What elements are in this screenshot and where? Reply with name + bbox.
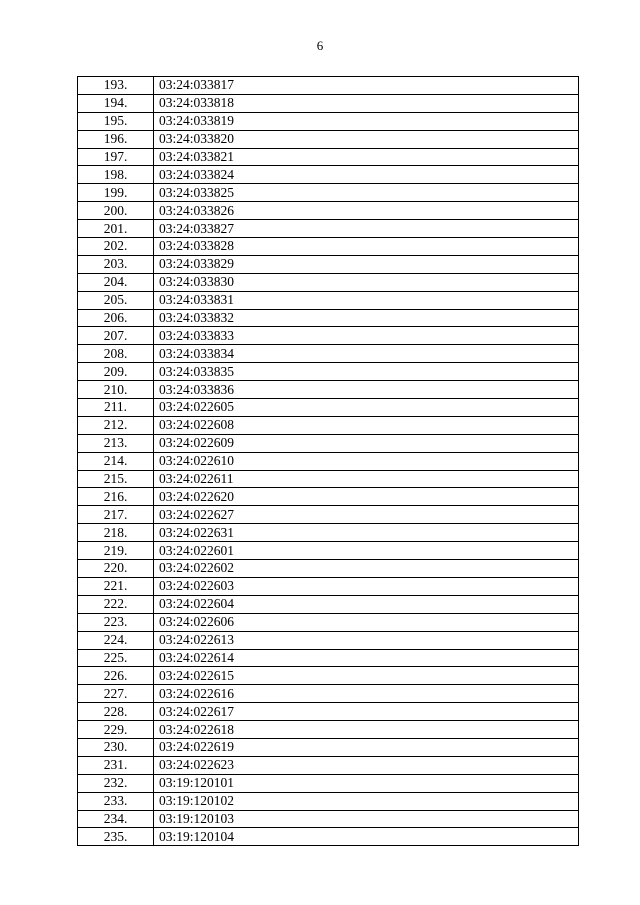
- table-row: [78, 202, 579, 220]
- table-row: [78, 255, 579, 273]
- table-row: [78, 792, 579, 810]
- cadastral-code-cell: 03:24:022601: [154, 542, 579, 560]
- row-number-cell: 225.: [78, 649, 154, 667]
- row-number-cell: 215.: [78, 470, 154, 488]
- row-number-cell: 228.: [78, 703, 154, 721]
- cadastral-code-cell: 03:24:022623: [154, 756, 579, 774]
- row-number-cell: 201.: [78, 220, 154, 238]
- table-row: [78, 112, 579, 130]
- row-number-cell: 213.: [78, 434, 154, 452]
- table-row: [78, 721, 579, 739]
- row-number-cell: 224.: [78, 631, 154, 649]
- cadastral-code-cell: 03:19:120101: [154, 774, 579, 792]
- row-number-cell: 204.: [78, 273, 154, 291]
- cadastral-code-cell: 03:24:033827: [154, 220, 579, 238]
- row-number-cell: 216.: [78, 488, 154, 506]
- table-row: [78, 524, 579, 542]
- cadastral-code-cell: 03:24:033830: [154, 273, 579, 291]
- table-row: [78, 560, 579, 578]
- table-row: [78, 810, 579, 828]
- row-number-cell: 221.: [78, 577, 154, 595]
- row-number-cell: 208.: [78, 345, 154, 363]
- table-row: [78, 291, 579, 309]
- row-number-cell: 235.: [78, 828, 154, 846]
- cadastral-code-cell: 03:24:033818: [154, 94, 579, 112]
- cadastral-code-cell: 03:24:022608: [154, 416, 579, 434]
- table-row: [78, 667, 579, 685]
- row-number-cell: 230.: [78, 738, 154, 756]
- table-row: [78, 470, 579, 488]
- row-number-cell: 227.: [78, 685, 154, 703]
- cadastral-code-cell: 03:24:033831: [154, 291, 579, 309]
- row-number-cell: 214.: [78, 452, 154, 470]
- row-number-cell: 194.: [78, 94, 154, 112]
- table-row: [78, 577, 579, 595]
- cadastral-code-cell: 03:24:022620: [154, 488, 579, 506]
- cadastral-code-cell: 03:24:022610: [154, 452, 579, 470]
- table-row: [78, 828, 579, 846]
- row-number-cell: 209.: [78, 363, 154, 381]
- cadastral-code-cell: 03:24:033833: [154, 327, 579, 345]
- cadastral-code-cell: 03:24:022602: [154, 560, 579, 578]
- table-row: [78, 631, 579, 649]
- cadastral-code-cell: 03:24:033828: [154, 238, 579, 256]
- row-number-cell: 198.: [78, 166, 154, 184]
- table-row: [78, 488, 579, 506]
- table-row: [78, 345, 579, 363]
- table-row: [78, 506, 579, 524]
- cadastral-code-cell: 03:24:033832: [154, 309, 579, 327]
- row-number-cell: 202.: [78, 238, 154, 256]
- table-row: [78, 649, 579, 667]
- table-row: [78, 273, 579, 291]
- row-number-cell: 196.: [78, 130, 154, 148]
- row-number-cell: 231.: [78, 756, 154, 774]
- cadastral-code-cell: 03:24:022614: [154, 649, 579, 667]
- cadastral-code-cell: 03:24:033826: [154, 202, 579, 220]
- row-number-cell: 232.: [78, 774, 154, 792]
- table-body: [78, 77, 579, 846]
- table-row: [78, 94, 579, 112]
- row-number-cell: 195.: [78, 112, 154, 130]
- table-row: [78, 238, 579, 256]
- row-number-cell: 233.: [78, 792, 154, 810]
- row-number-cell: 211.: [78, 399, 154, 417]
- cadastral-code-cell: 03:24:022606: [154, 613, 579, 631]
- row-number-cell: 203.: [78, 255, 154, 273]
- cadastral-code-cell: 03:24:033824: [154, 166, 579, 184]
- cadastral-code-cell: 03:24:033835: [154, 363, 579, 381]
- row-number-cell: 197.: [78, 148, 154, 166]
- row-number-cell: 199.: [78, 184, 154, 202]
- row-number-cell: 219.: [78, 542, 154, 560]
- table-row: [78, 130, 579, 148]
- table-row: [78, 327, 579, 345]
- cadastral-code-cell: 03:24:033829: [154, 255, 579, 273]
- table-row: [78, 309, 579, 327]
- cadastral-code-cell: 03:19:120104: [154, 828, 579, 846]
- cadastral-code-cell: 03:24:022619: [154, 738, 579, 756]
- table-row: [78, 77, 579, 95]
- cadastral-code-cell: 03:24:033836: [154, 381, 579, 399]
- table-row: [78, 685, 579, 703]
- cadastral-code-cell: 03:19:120102: [154, 792, 579, 810]
- row-number-cell: 207.: [78, 327, 154, 345]
- cadastral-code-cell: 03:24:033834: [154, 345, 579, 363]
- cadastral-code-cell: 03:24:022611: [154, 470, 579, 488]
- table-row: [78, 184, 579, 202]
- cadastral-code-cell: 03:24:033820: [154, 130, 579, 148]
- row-number-cell: 234.: [78, 810, 154, 828]
- table-row: [78, 166, 579, 184]
- cadastral-table: [77, 76, 579, 846]
- cadastral-code-cell: 03:24:022631: [154, 524, 579, 542]
- row-number-cell: 220.: [78, 560, 154, 578]
- row-number-cell: 200.: [78, 202, 154, 220]
- cadastral-code-cell: 03:24:033817: [154, 77, 579, 95]
- cadastral-code-cell: 03:24:022604: [154, 595, 579, 613]
- cadastral-code-cell: 03:24:033821: [154, 148, 579, 166]
- page-number: 6: [316, 38, 324, 53]
- cadastral-code-cell: 03:24:022616: [154, 685, 579, 703]
- table-row: [78, 399, 579, 417]
- row-number-cell: 217.: [78, 506, 154, 524]
- cadastral-code-cell: 03:24:022613: [154, 631, 579, 649]
- row-number-cell: 210.: [78, 381, 154, 399]
- row-number-cell: 205.: [78, 291, 154, 309]
- cadastral-code-cell: 03:19:120103: [154, 810, 579, 828]
- cadastral-code-cell: 03:24:022609: [154, 434, 579, 452]
- table-row: [78, 756, 579, 774]
- table-row: [78, 434, 579, 452]
- cadastral-code-cell: 03:24:022605: [154, 399, 579, 417]
- table-row: [78, 452, 579, 470]
- row-number-cell: 212.: [78, 416, 154, 434]
- row-number-cell: 206.: [78, 309, 154, 327]
- cadastral-code-cell: 03:24:033825: [154, 184, 579, 202]
- row-number-cell: 222.: [78, 595, 154, 613]
- cadastral-code-cell: 03:24:033819: [154, 112, 579, 130]
- table-row: [78, 542, 579, 560]
- table-row: [78, 613, 579, 631]
- row-number-cell: 193.: [78, 77, 154, 95]
- cadastral-code-cell: 03:24:022615: [154, 667, 579, 685]
- cadastral-code-cell: 03:24:022627: [154, 506, 579, 524]
- row-number-cell: 226.: [78, 667, 154, 685]
- table-row: [78, 595, 579, 613]
- row-number-cell: 223.: [78, 613, 154, 631]
- table-row: [78, 416, 579, 434]
- table-row: [78, 220, 579, 238]
- cadastral-code-cell: 03:24:022617: [154, 703, 579, 721]
- table-row: [78, 738, 579, 756]
- row-number-cell: 229.: [78, 721, 154, 739]
- table-row: [78, 381, 579, 399]
- table-row: [78, 774, 579, 792]
- table-row: [78, 148, 579, 166]
- table-row: [78, 703, 579, 721]
- cadastral-code-cell: 03:24:022603: [154, 577, 579, 595]
- row-number-cell: 218.: [78, 524, 154, 542]
- cadastral-code-cell: 03:24:022618: [154, 721, 579, 739]
- table-row: [78, 363, 579, 381]
